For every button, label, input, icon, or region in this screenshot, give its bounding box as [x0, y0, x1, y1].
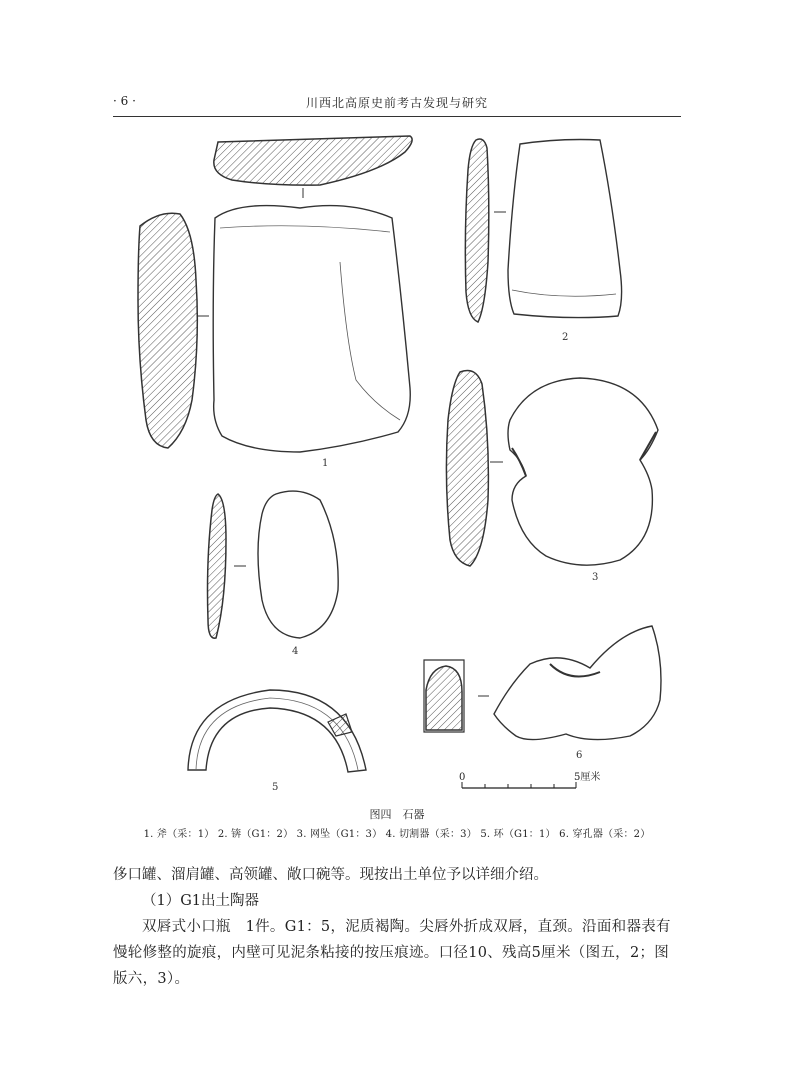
perforator-face	[494, 626, 661, 740]
label-2: 2	[562, 332, 569, 343]
adze-side-section	[465, 139, 488, 322]
artifact-2-adze	[465, 139, 621, 343]
cutter-side-section	[208, 494, 227, 638]
scale-end-label: 5厘米	[574, 772, 601, 783]
cutter-face	[258, 491, 338, 638]
label-4: 4	[292, 646, 299, 657]
axe-top-section	[214, 136, 412, 185]
page-number: · 6 ·	[113, 94, 136, 108]
body-paragraph-2: 双唇式小口瓶 1件。G1：5，泥质褐陶。尖唇外折成双唇，直颈。沿面和器表有慢轮修整的旋痕，内壁可见泥条粘接的按压痕迹。口径10、残高5厘米（图五，2；图版六，3）。	[113, 919, 671, 987]
artifact-5-ring	[188, 690, 366, 793]
artifact-1-axe	[138, 136, 412, 469]
label-3: 3	[592, 572, 599, 583]
section-heading: （1）G1出土陶器	[142, 893, 260, 909]
scale-bar	[459, 770, 600, 788]
figure-caption-title: 图四 石器	[369, 808, 425, 821]
figure-caption-items: 1. 斧（采：1） 2. 锛（G1：2） 3. 网坠（G1：3） 4. 切割器（采：3） 5. 环（G1：1） 6. 穿孔器（采：2）	[143, 829, 651, 840]
label-6: 6	[576, 750, 583, 761]
artifact-4-cutter	[208, 491, 339, 657]
body-paragraph-1: 侈口罐、溜肩罐、高领罐、敞口碗等。现按出土单位予以详细介绍。	[113, 867, 548, 883]
artifact-6-perforator	[424, 626, 661, 761]
running-title: 川西北高原史前考古发现与研究	[305, 96, 488, 110]
adze-face	[508, 140, 622, 318]
net-sinker-face	[508, 378, 658, 565]
axe-face	[213, 206, 410, 452]
artifact-3-net-sinker	[446, 371, 658, 584]
ring-section	[328, 714, 352, 736]
label-5: 5	[272, 782, 279, 793]
scale-zero-label: 0	[459, 772, 466, 783]
axe-side-section	[138, 213, 197, 448]
net-sinker-side-section	[446, 371, 488, 567]
label-1: 1	[322, 458, 329, 469]
perforator-section	[426, 666, 462, 730]
